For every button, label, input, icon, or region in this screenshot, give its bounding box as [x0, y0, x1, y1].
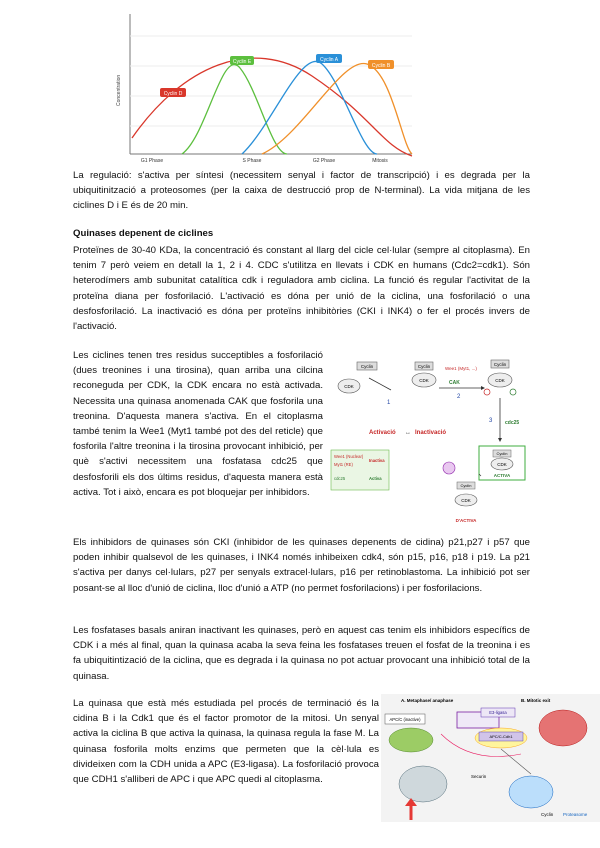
- legend-activa: Activa: [369, 476, 382, 481]
- securin-label: Securin: [471, 774, 487, 779]
- cdc25-label: cdc25: [505, 420, 520, 426]
- cdk-label: CDK: [497, 462, 507, 467]
- e3-ligase-label: E3-ligasa: [489, 710, 507, 715]
- panel-b-title: B. Mitotic exit: [521, 698, 551, 703]
- cyclin-chart: [112, 6, 416, 166]
- paragraph-cdk-proteins: Proteïnes de 30-40 KDa, la concentració és constant al llarg del cicle cel·lular (sempre al citoplasma). En tenim 7 però veiem en detall la 1, 2 i 4. CDC s'utilitza en llevats i CDK en humans (Cdc2=cdk1). Són heterodímers amb subunitat catalítica cdk i reguladora amb ciclina. La funció és regular l'activitat de la proteïna diana per fosforilació. L'activació es dóna per unió de la ciclina, una fosforilació o una desfosforilació. La inactivació es dóna per proteïns inhibitòries (CKI i INK4) o fer el procés invers de l'activació.: [73, 245, 530, 333]
- cyclin-b-label: Cyclin B: [371, 63, 391, 69]
- cak-label: CAK: [449, 380, 460, 386]
- phase-label: Mitosis: [372, 158, 388, 164]
- section-heading-cdk: Quinases depenent de ciclines: [73, 228, 214, 239]
- step-3: 3: [489, 418, 493, 424]
- cdk-label: CDK: [461, 498, 471, 503]
- phase-label: G2 Phase: [312, 158, 336, 164]
- proteasome-label: Proteasome: [563, 812, 588, 817]
- mitotic-exit-diagram: [381, 694, 600, 822]
- paragraph-inhibitors: Els inhibidors de quinases són CKI (inhibidor de les quinases depenents de cidina) p21,p27 i p57 que poden inhibir qualsevol de les quinases, i INK4 només inhibeixen cdk4, són p15, p16, p18 i p19. La p21 s'activa per danys cel·lulars, p27 per senyals extracel·lulars, p16 per retinoblastoma. La inhibició pot ser posant-se al lloc d'unió de ciclina, lloc d'unió a ATP (no permet fosforilacions) i per fosforilacions.: [73, 537, 530, 594]
- legend-wee1: Wee1 (Nuclear): [334, 454, 364, 459]
- mitotic-exit-figure: [381, 694, 600, 822]
- legend-myt1: Myt1 (RE): [334, 462, 353, 467]
- cyclin-d-label: Cyclin D: [163, 91, 183, 97]
- cyclin-label: Cyclin: [417, 364, 431, 369]
- step-1: 1: [387, 400, 391, 406]
- cyclin-label: Cyclin: [496, 451, 508, 456]
- legend-cdc25: cdc25: [334, 476, 346, 481]
- cyclin-label-3: Cyclin: [541, 812, 554, 817]
- cyclin-e-label: Cyclin E: [232, 59, 252, 65]
- paragraph-regulation: La regulació: s'activa per síntesi (necessitem senyal i factor de transcripció) i es degrada per la ubiquitinització a proteosomes (per la caixa de destrucció prop de N-terminal). La vida mitjana de les ciclines D i E és de 20 min.: [73, 170, 530, 212]
- cdk-label: CDK: [495, 378, 505, 383]
- arrow-symbol: ↔: [405, 430, 411, 436]
- cdk-label: CDK: [344, 384, 354, 389]
- desactiva-tag: D'ACTIVA: [455, 518, 477, 523]
- cyclin-label: Cyclin: [460, 483, 472, 488]
- chart-ylabel: Concentration: [116, 74, 122, 106]
- apc-inactive-label: APC/C (inactive): [389, 717, 421, 722]
- cdk-label: CDK: [419, 378, 429, 383]
- cdk-activation-diagram: [329, 350, 529, 528]
- wee1-label: Wee1 (Myt1, ...): [445, 366, 477, 371]
- legend-inhibit: Inactiva: [369, 458, 385, 463]
- cyclin-label: Cyclin: [360, 364, 374, 369]
- activacio-label: Activació: [369, 430, 396, 436]
- panel-a-title: A. Metaphase/ anaphase: [401, 698, 454, 703]
- paragraph-cyclin-residues: Les ciclines tenen tres residus succeptibles a fosforilació (dues treonines i una tirosina), quan arriba una cilcina reconeguda per CDK, la CDK encara no està activada. Necessita una quinasa anomenada CAK que fosforila una treonina. D'aquesta manera s'activa. En el citoplasma també tenim la Wee1 (Myt1 també pot des del reticle) que fosforila l'altre treonina i la tirosina provocant inhibició, per què s'activi necessitem una fosfatasa cdc25 que desfosforili els dos últims residus, d'aquesta manera està activa. Tot i això, encara es pot bloquejar per inhibidors.: [73, 350, 323, 498]
- cdk-activation-figure: [329, 350, 529, 528]
- cyclin-a-label: Cyclin A: [319, 57, 339, 63]
- paragraph-cyclin-b: La quinasa que està més estudiada pel procés de terminació és la cidina B i la Cdk1 que és el factor promotor de la mitosi. Un senyal activa la ciclina B que activa la quinasa, la quinasa regula la fase M. La quinasa fosforila molts enzims que permeten que la cèl·lula es divideixen com la CDH unida a APC (E3-ligasa). La fosforilació provoca que CDH1 s'alliberi de APC i que APC quedi al citoplasma.: [73, 698, 379, 786]
- apc-cdh1-label: APC/C-Cdh1: [489, 734, 513, 739]
- cyclin-label: Cyclin: [493, 362, 507, 367]
- paragraph-phosphatases: Les fosfatases basals aniran inactivant les quinases, però en aquest cas tenim els inhibidors específics de CDK i a més al final, quan la quinasa acaba la seva feina les fosfatases treuen el fosfat de la treonina i es fa ubiquitintizació de la ciclina, que es degrada i la quinasa no pot actuar provocant una inhibició total de la quinasa.: [73, 625, 530, 682]
- step-2: 2: [457, 394, 461, 400]
- inactivacio-label: Inactivació: [415, 430, 447, 436]
- activa-tag: ACTIVA: [493, 473, 511, 478]
- cyclin-chart-figure: [112, 6, 416, 166]
- phase-label: S Phase: [242, 158, 262, 164]
- phase-label: G1 Phase: [140, 158, 164, 164]
